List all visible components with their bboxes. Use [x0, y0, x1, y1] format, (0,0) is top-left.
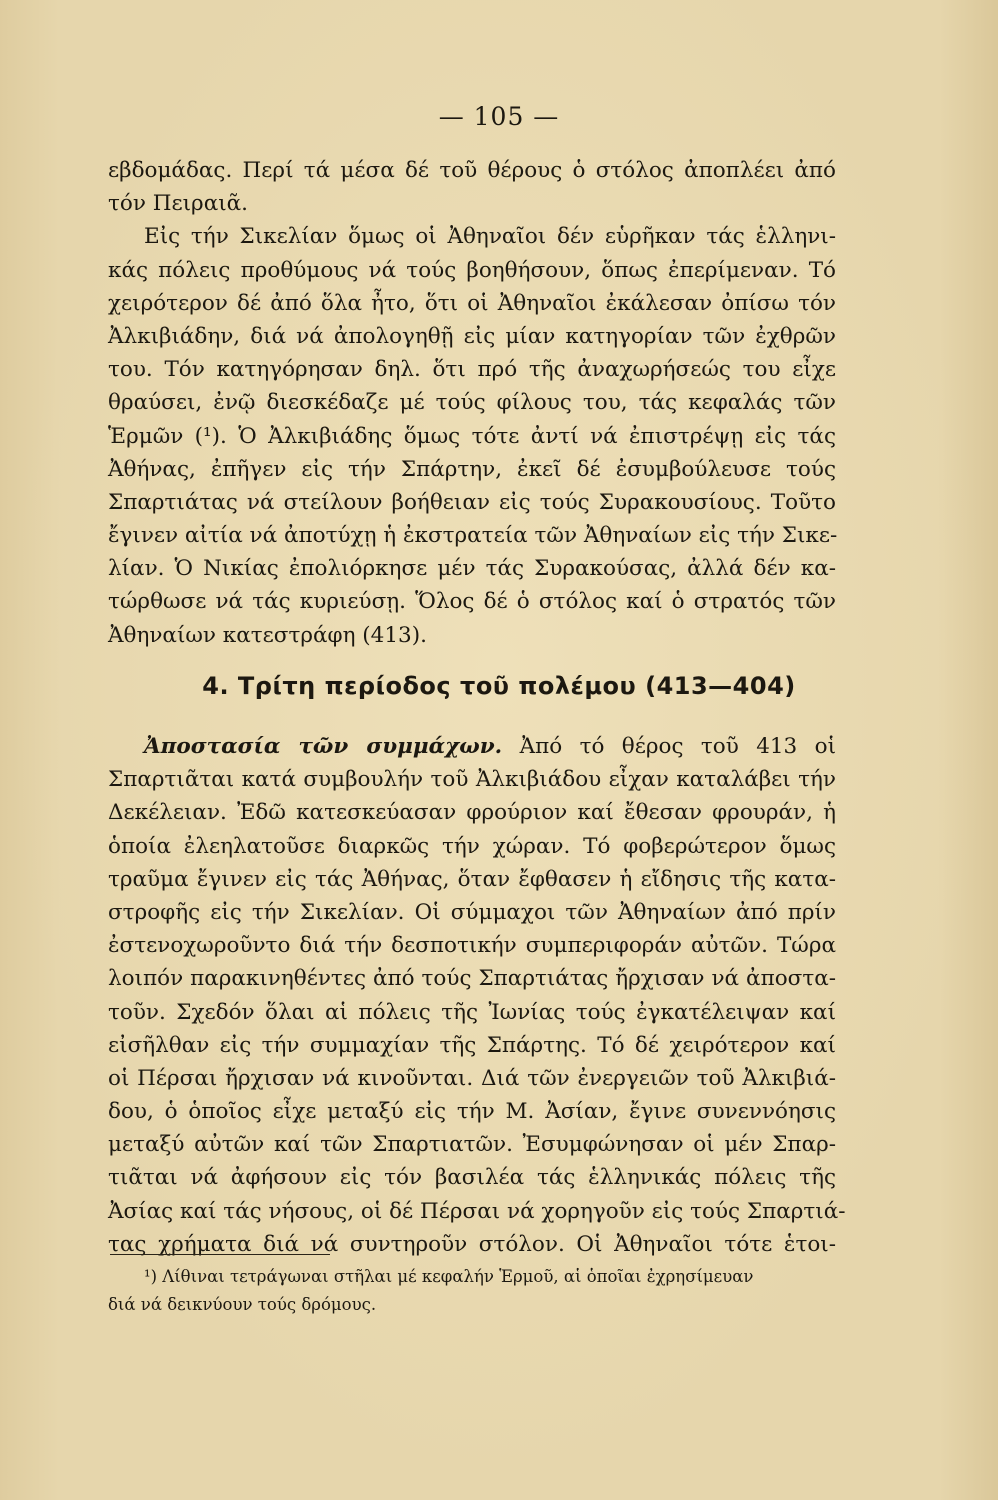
text-line: Σπαρτιᾶται κατά συμβουλήν τοῦ Ἀλκιβιάδου εἶχαν καταλάβει τήν [108, 767, 836, 793]
text-line: χειρότερον δέ ἀπό ὅλα ἦτο, ὅτι οἱ Ἀθηναῖοι ἐκάλεσαν ὀπίσω τόν [108, 290, 836, 316]
text-line: Ἀσίας καί τάς νήσους, οἱ δέ Πέρσαι νά χορηγοῦν εἰς τούς Σπαρτιά- [108, 1198, 846, 1224]
footnote-line: διά νά δεικνύουν τούς δρόμους. [108, 1295, 377, 1314]
text-line: Ἀθήνας, ἐπῆγεν εἰς τήν Σπάρτην, ἐκεῖ δέ ἐσυμβούλευσε τούς [108, 456, 836, 482]
text-line: Δεκέλειαν. Ἐδῶ κατεσκεύασαν φρούριον καί ἔθεσαν φρουράν, ἡ [108, 800, 836, 826]
text-line: θραύσει, ἐνῷ διεσκέδαζε μέ τούς φίλους του, τάς κεφαλάς τῶν [108, 390, 836, 416]
text-line: του. Τόν κατηγόρησαν δηλ. ὅτι πρό τῆς ἀναχωρήσεώς του εἶχε [108, 357, 836, 383]
text-line: Ἀθηναίων κατεστράφη (413). [108, 622, 427, 648]
text-line: Ἑρμῶν (¹). Ὁ Ἀλκιβιάδης ὅμως τότε ἀντί νά ἐπιστρέψῃ εἰς τάς [108, 423, 836, 449]
text-line: λοιπόν παρακινηθέντες ἀπό τούς Σπαρτιάτας ἤρχισαν νά ἀποστα- [108, 966, 836, 992]
text-line: ὁποία ἐλεηλατοῦσε διαρκῶς τήν χώραν. Τό φοβερώτερον ὅμως [108, 833, 836, 859]
text-line: ἐστενοχωροῦντο διά τήν δεσποτικήν συμπεριφοράν αὐτῶν. Τώρα [108, 933, 836, 959]
text-block-upper [108, 154, 836, 652]
subheading: Ἀποστασία τῶν συμμάχων. [144, 734, 503, 759]
text-line: εβδομάδας. Περί τά μέσα δέ τοῦ θέρους ὁ στόλος ἀποπλέει ἀπό [108, 158, 836, 183]
text-line: τραῦμα ἔγινεν εἰς τάς Ἀθήνας, ὅταν ἔφθασεν ἡ εἴδησις τῆς κατα- [108, 866, 836, 892]
text-line: ἔγινεν αἰτία νά ἀποτύχῃ ἡ ἐκστρατεία τῶν Ἀθηναίων εἰς τήν Σικε- [108, 523, 838, 549]
text-line: τιᾶται νά ἀφήσουν εἰς τόν βασιλέα τάς ἑλληνικάς πόλεις τῆς [108, 1165, 836, 1191]
page-number: — 105 — [438, 102, 560, 131]
footnote-rule [110, 1254, 330, 1255]
text-line: εἰσῆλθαν εἰς τήν συμμαχίαν τῆς Σπάρτης. Τό δέ χειρότερον καί [108, 1032, 836, 1058]
text-line: κάς πόλεις προθύμους νά τούς βοηθήσουν, ὅπως ἐπερίμεναν. Τό [108, 257, 836, 283]
text-line: τοῦν. Σχεδόν ὅλαι αἱ πόλεις τῆς Ἰωνίας τούς ἐγκατέλειψαν καί [108, 999, 836, 1025]
text-line: μεταξύ αὐτῶν καί τῶν Σπαρτιατῶν. Ἐσυμφώνησαν οἱ μέν Σπαρ- [108, 1132, 836, 1158]
footnote-line: ¹) Λίθιναι τετράγωναι στῆλαι μέ κεφαλήν Ἑρμοῦ, αἱ ὁποῖαι ἐχρησίμευαν [144, 1267, 754, 1286]
text-line-rest: Ἀπό τό θέρος τοῦ 413 οἱ [519, 734, 836, 759]
text-block-lower [108, 730, 846, 1261]
text-line: λίαν. Ὁ Νικίας ἐπολιόρκησε μέν τάς Συρακούσας, ἀλλά δέν κα- [108, 556, 836, 582]
text-line: Ἀλκιβιάδην, διά νά ἀπολογηθῇ εἰς μίαν κατηγορίαν τῶν ἐχθρῶν [108, 323, 836, 349]
text-line: οἱ Πέρσαι ἤρχισαν νά κινοῦνται. Διά τῶν ἐνεργειῶν τοῦ Ἀλκιβιά- [108, 1065, 836, 1091]
text-line: τόν Πειραιᾶ. [108, 191, 249, 217]
text-line: τας χρήματα διά νά συντηροῦν στόλον. Οἱ Ἀθηναῖοι τότε ἑτοι- [108, 1231, 836, 1257]
text-line: τώρθωσε νά τάς κυριεύσῃ. Ὅλος δέ ὁ στόλος καί ὁ στρατός τῶν [108, 589, 836, 615]
text-line: στροφῆς εἰς τήν Σικελίαν. Οἱ σύμμαχοι τῶν Ἀθηναίων ἀπό πρίν [108, 899, 836, 925]
section-heading: 4. Τρίτη περίοδος τοῦ πολέμου (413—404) [202, 672, 796, 700]
text-line: Εἰς τήν Σικελίαν ὅμως οἱ Ἀθηναῖοι δέν εὑρῆκαν τάς ἑλληνι- [144, 224, 836, 250]
text-line: Σπαρτιάτας νά στείλουν βοήθειαν εἰς τούς Συρακουσίους. Τοῦτο [108, 489, 836, 515]
text-line-with-subheading [108, 730, 836, 763]
footnote [108, 1263, 836, 1319]
text-line: δου, ὁ ὁποῖος εἶχε μεταξύ εἰς τήν Μ. Ἀσίαν, ἔγινε συνεννόησις [108, 1099, 836, 1125]
